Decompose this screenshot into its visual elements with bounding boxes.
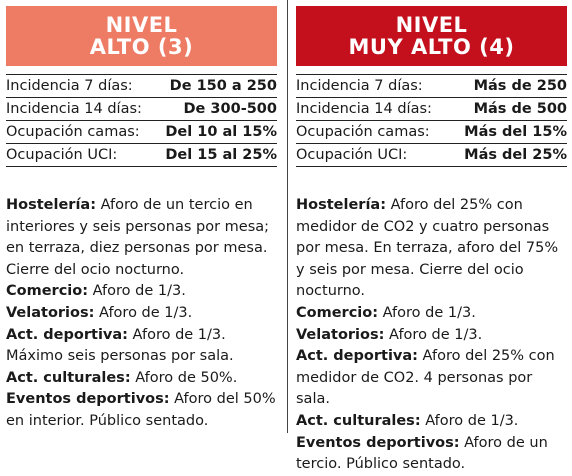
- rule-label: Hostelería:: [296, 197, 387, 213]
- level-column-very-high: [296, 6, 567, 476]
- rule-label: Velatorios:: [296, 326, 385, 343]
- rule-velatorios: [6, 305, 192, 321]
- rule-text: Aforo de un tercio. Público sentado.: [296, 434, 548, 473]
- metric-row: [296, 144, 567, 167]
- metric-row: [6, 98, 277, 121]
- metric-value: De 150 a 250: [155, 75, 277, 98]
- rule-hosteleria: [6, 197, 269, 278]
- rule-label: Velatorios:: [6, 304, 95, 321]
- metric-label: Ocupación camas:: [296, 121, 450, 144]
- rule-label: Hostelería:: [6, 197, 97, 213]
- rule-label: Act. deportiva:: [6, 326, 128, 343]
- column-divider: [287, 0, 288, 433]
- rule-text: Aforo de 1/3.: [88, 283, 186, 300]
- metric-row: [6, 121, 277, 144]
- metric-value: Más de 500: [450, 98, 567, 121]
- metric-value: Más del 15%: [450, 121, 567, 144]
- rule-eventos-deportivos: [296, 435, 548, 473]
- rule-text: Aforo de 1/3. Máximo seis personas por sala.: [6, 326, 234, 365]
- rule-act-culturales: [6, 370, 237, 386]
- rule-text: Aforo de 50%.: [130, 369, 238, 386]
- level-title-line2: ALTO (3): [89, 35, 194, 59]
- level-title-line1: NIVEL: [105, 13, 178, 37]
- rule-text: Aforo de 1/3.: [94, 304, 193, 321]
- rule-comercio: [296, 305, 476, 321]
- level-column-high: [6, 6, 277, 433]
- level-header: [6, 6, 277, 66]
- metric-label: Incidencia 7 días:: [296, 75, 450, 98]
- metric-row: [296, 121, 567, 144]
- metric-label: Ocupación camas:: [6, 121, 155, 144]
- rule-text: Aforo de 1/3.: [384, 326, 483, 343]
- rule-label: Eventos deportivos:: [6, 391, 170, 408]
- rule-act-deportiva: [296, 348, 555, 407]
- rule-velatorios: [296, 327, 482, 343]
- metrics-table: [6, 74, 277, 167]
- metric-row: [6, 75, 277, 98]
- rule-label: Eventos deportivos:: [296, 434, 460, 451]
- rule-act-deportiva: [6, 327, 234, 365]
- rule-label: Act. culturales:: [6, 369, 131, 386]
- rule-label: Act. deportiva:: [296, 348, 418, 365]
- metric-row: [296, 98, 567, 121]
- metric-value: Más del 25%: [450, 144, 567, 167]
- rule-label: Act. culturales:: [296, 412, 421, 429]
- metric-row: [6, 144, 277, 167]
- metric-value: Del 10 al 15%: [155, 121, 277, 144]
- rule-act-culturales: [296, 413, 518, 429]
- rule-text: Aforo de 1/3.: [378, 304, 476, 321]
- metric-label: Ocupación UCI:: [6, 144, 155, 167]
- rule-text: Aforo del 50% en interior. Público sentado.: [6, 391, 276, 429]
- metrics-table: [296, 74, 567, 167]
- metric-row: [296, 75, 567, 98]
- rule-text: Aforo del 25% con medidor de CO2. 4 personas por sala.: [296, 348, 555, 408]
- rule-hosteleria: [296, 197, 558, 299]
- metric-label: Incidencia 14 días:: [6, 98, 155, 121]
- rule-text: Aforo del 25% con medidor de CO2 y cuatro personas por mesa. En terraza, aforo del 75% y seis por mesa. Cierre del ocio nocturno.: [296, 197, 559, 300]
- rule-comercio: [6, 283, 186, 299]
- rule-text: Aforo de un tercio en interiores y seis personas por mesa; en terraza, diez personas por mesa. Cierre del ocio nocturno.: [6, 197, 270, 278]
- rule-text: Aforo de 1/3.: [420, 412, 519, 429]
- level-header: [296, 6, 567, 66]
- metric-label: Incidencia 7 días:: [6, 75, 155, 98]
- metric-label: Ocupación UCI:: [296, 144, 450, 167]
- metric-value: Del 15 al 25%: [155, 144, 277, 167]
- metric-label: Incidencia 14 días:: [296, 98, 450, 121]
- metric-value: Más de 250: [450, 75, 567, 98]
- metric-value: De 300-500: [155, 98, 277, 121]
- rule-label: Comercio:: [296, 304, 379, 321]
- rule-label: Comercio:: [6, 283, 89, 300]
- restrictions-text: [6, 195, 277, 433]
- restrictions-text: [296, 195, 567, 476]
- level-title-line2: MUY ALTO (4): [348, 35, 515, 59]
- level-title-line1: NIVEL: [395, 13, 468, 37]
- rule-eventos-deportivos: [6, 391, 276, 429]
